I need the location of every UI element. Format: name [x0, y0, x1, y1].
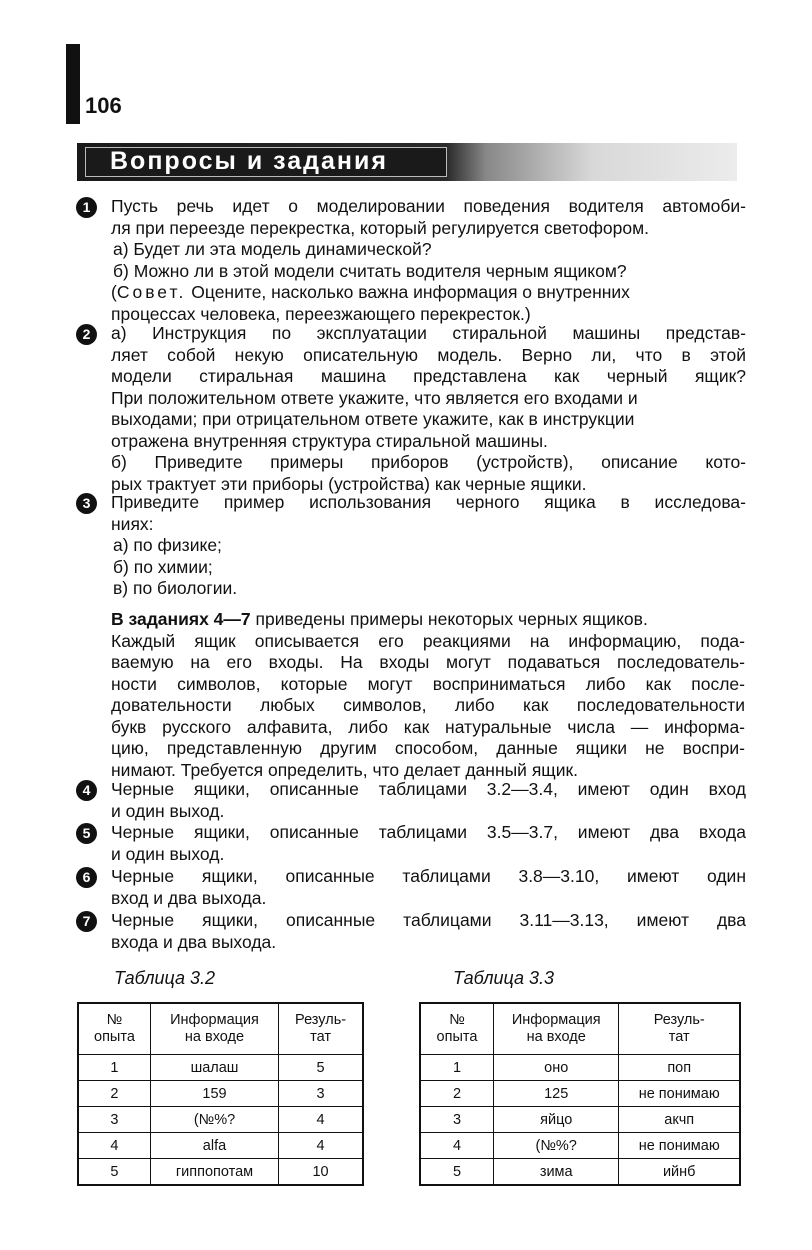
question-line: рых трактует эти приборы (устройства) как черные ящики.	[111, 473, 587, 494]
table-cell: 3	[279, 1081, 363, 1107]
table-cell: акчп	[619, 1107, 740, 1133]
table-header-row	[78, 1003, 363, 1055]
section-title: Вопросы и задания	[110, 147, 388, 175]
question-line: ляет собой некую описательную модель. Верно ли, что в этой	[111, 344, 746, 365]
question-line: входа и два выхода.	[111, 931, 277, 952]
question-line: При положительном ответе укажите, что является его входами и	[111, 387, 638, 408]
table-cell: оно	[494, 1055, 619, 1081]
table-row	[420, 1107, 740, 1133]
table-header-row	[420, 1003, 740, 1055]
table-cell: 4	[78, 1133, 150, 1159]
question-line: ля при переезде перекрестка, который регулируется светофором.	[111, 217, 650, 238]
hint-label: Совет.	[116, 282, 187, 302]
table-cell: (№%?	[150, 1107, 278, 1133]
table-cell: 2	[78, 1081, 150, 1107]
column-header: Резуль- тат	[619, 1003, 740, 1055]
table-cell: alfa	[150, 1133, 278, 1159]
intro-line: ности символов, которые могут восприниматься либо как после-	[111, 673, 745, 694]
table-cell: 5	[279, 1055, 363, 1081]
question-4	[76, 779, 746, 822]
intro-line: Каждый ящик описывается его реакциями на информацию, пода-	[111, 630, 745, 651]
question-7	[76, 910, 746, 953]
column-header: № опыта	[78, 1003, 150, 1055]
table-cell: не понимаю	[619, 1133, 740, 1159]
hint-text: Оцените, насколько важна информация о внутренних	[191, 282, 630, 302]
table-cell: ийнб	[619, 1159, 740, 1186]
question-number-badge: 3	[76, 493, 97, 514]
question-line: Черные ящики, описанные таблицами 3.11—3.13, имеют два	[111, 910, 746, 930]
question-number-badge: 6	[76, 867, 97, 888]
table-cell: зима	[494, 1159, 619, 1186]
question-line: а) Инструкция по эксплуатации стиральной машины представ-	[111, 323, 746, 343]
question-option: а) по физике;	[113, 535, 222, 555]
column-header: Резуль- тат	[279, 1003, 363, 1055]
question-line: и один выход.	[111, 843, 225, 864]
table-cell: поп	[619, 1055, 740, 1081]
question-hint: (Совет. Оцените, насколько важна информация о внутренних	[111, 282, 630, 302]
table-caption: Таблица 3.3	[453, 968, 555, 988]
intro-line: ваемую на его входы. На входы могут подаваться последователь-	[111, 652, 745, 672]
question-6	[76, 866, 746, 909]
table-cell: шалаш	[150, 1055, 278, 1081]
question-line: процессах человека, переезжающего перекресток.)	[111, 303, 531, 324]
question-option: в) по биологии.	[113, 578, 238, 598]
table-cell: 10	[279, 1159, 363, 1186]
table-row	[78, 1107, 363, 1133]
question-number-badge: 7	[76, 911, 97, 932]
question-number-badge: 4	[76, 780, 97, 801]
table-row	[420, 1159, 740, 1186]
page-edge-bar	[66, 44, 80, 124]
table-row	[78, 1133, 363, 1159]
table-cell: (№%?	[494, 1133, 619, 1159]
question-option: а) Будет ли эта модель динамической?	[113, 239, 432, 259]
table-3-3	[419, 1002, 741, 1186]
table-cell: 2	[420, 1081, 494, 1107]
table-cell: 125	[494, 1081, 619, 1107]
question-number-badge: 2	[76, 324, 97, 345]
table-cell: 4	[420, 1133, 494, 1159]
question-2	[76, 323, 746, 495]
question-line: Пусть речь идет о моделировании поведения водителя автомоби-	[111, 196, 746, 216]
question-option: б) по химии;	[113, 556, 213, 577]
question-line: модели стиральная машина представлена как черный ящик?	[111, 366, 746, 386]
question-line: Приведите пример использования черного ящика в исследова-	[111, 492, 746, 512]
table-3-2	[77, 1002, 364, 1186]
question-line: выходами; при отрицательном ответе укажите, как в инструкции	[111, 409, 635, 429]
table-row	[420, 1055, 740, 1081]
table-cell: 3	[78, 1107, 150, 1133]
page-number: 106	[85, 93, 122, 118]
column-header: № опыта	[420, 1003, 494, 1055]
question-line: Черные ящики, описанные таблицами 3.2—3.4, имеют один вход	[111, 779, 746, 799]
table-cell: 4	[279, 1133, 363, 1159]
table-row	[420, 1133, 740, 1159]
table-row	[420, 1081, 740, 1107]
question-number-badge: 1	[76, 197, 97, 218]
intro-line-start: приведены примеры некоторых черных ящиков.	[250, 609, 648, 629]
question-line: отражена внутренняя структура стиральной машины.	[111, 430, 548, 451]
table-row	[78, 1081, 363, 1107]
column-header: Информация на входе	[150, 1003, 278, 1055]
intro-line	[111, 609, 745, 631]
table-cell: 1	[420, 1055, 494, 1081]
question-number-badge: 5	[76, 823, 97, 844]
question-3	[76, 492, 746, 600]
intro-bold: В заданиях 4—7	[111, 609, 251, 629]
question-line: б) Приведите примеры приборов (устройств), описание кото-	[111, 452, 746, 472]
table-cell: яйцо	[494, 1107, 619, 1133]
table-cell: 4	[279, 1107, 363, 1133]
table-row	[78, 1055, 363, 1081]
question-line: Черные ящики, описанные таблицами 3.8—3.10, имеют один	[111, 866, 746, 886]
question-line: вход и два выхода.	[111, 887, 267, 908]
question-line: и один выход.	[111, 800, 225, 821]
question-option: б) Можно ли в этой модели считать водителя черным ящиком?	[113, 260, 627, 281]
intro-line: нимают. Требуется определить, что делает данный ящик.	[111, 759, 578, 780]
intro-line: цию, представленную другим способом, данные ящики не воспри-	[111, 738, 745, 758]
table-cell: 1	[78, 1055, 150, 1081]
table-cell: 5	[420, 1159, 494, 1186]
table-cell: не понимаю	[619, 1081, 740, 1107]
table-cell: 5	[78, 1159, 150, 1186]
table-cell: 3	[420, 1107, 494, 1133]
intro-paragraph	[111, 609, 745, 781]
question-line: ниях:	[111, 513, 154, 534]
column-header: Информация на входе	[494, 1003, 619, 1055]
question-1	[76, 196, 746, 325]
intro-line: довательности любых символов, либо как последовательности	[111, 695, 745, 715]
table-caption: Таблица 3.2	[114, 968, 216, 988]
table-cell: 159	[150, 1081, 278, 1107]
table-cell: гиппопотам	[150, 1159, 278, 1186]
question-line: Черные ящики, описанные таблицами 3.5—3.7, имеют два входа	[111, 822, 746, 842]
intro-line: букв русского алфавита, либо как натуральные числа — информа-	[111, 716, 745, 737]
question-5	[76, 822, 746, 865]
table-row	[78, 1159, 363, 1186]
